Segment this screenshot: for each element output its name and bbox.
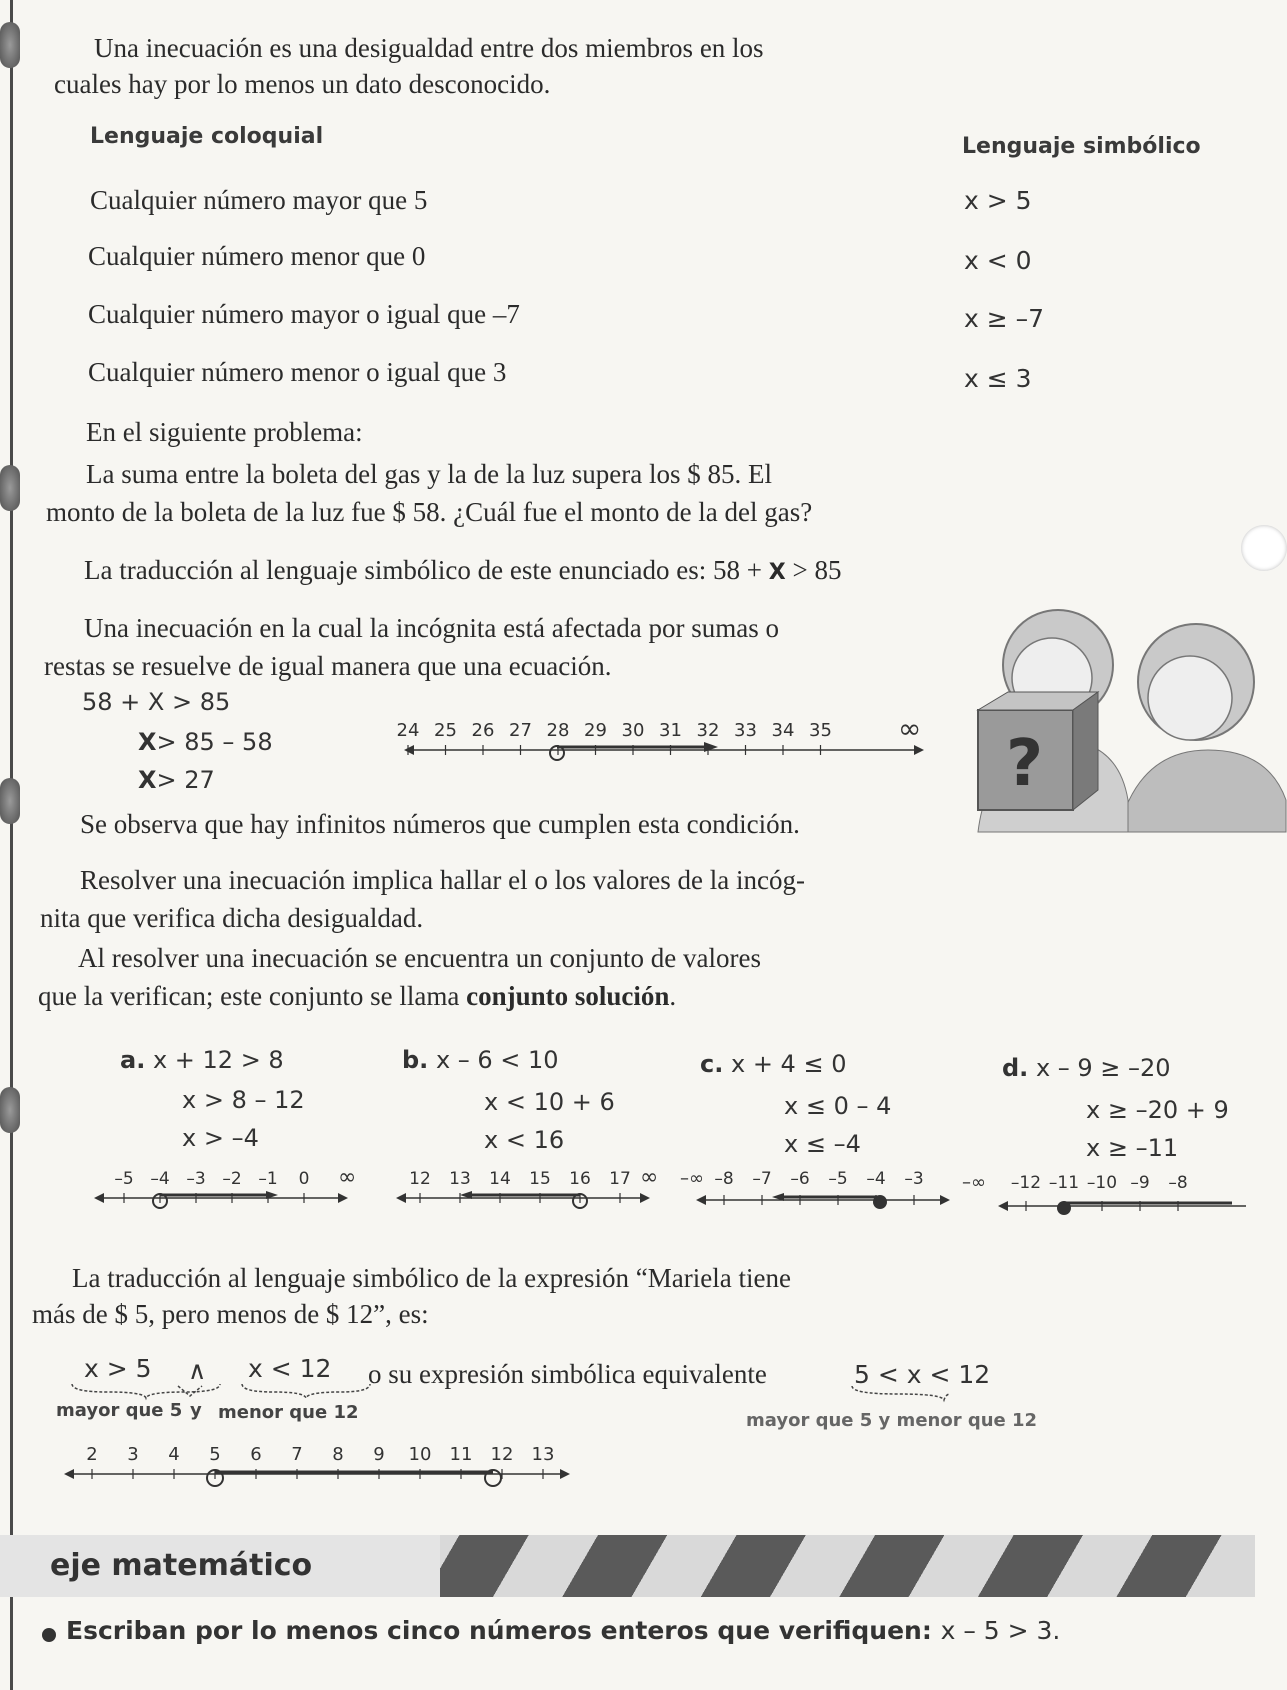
translation-line — [84, 552, 841, 591]
negative-infinity-symbol: –∞ — [962, 1172, 986, 1193]
tick-label: –8 — [1168, 1173, 1188, 1193]
equivalent-expression: 5 < x < 12 — [854, 1360, 991, 1389]
binder-ring — [0, 465, 20, 511]
tick-label: 29 — [584, 720, 607, 741]
tick-label: 0 — [298, 1169, 310, 1189]
solving-conclusion: Se observa que hay infinitos números que cumplen esta condición. — [80, 809, 800, 839]
tick-label: 34 — [771, 720, 795, 741]
tick-label: –11 — [1048, 1173, 1080, 1193]
tick-label: –4 — [866, 1169, 886, 1189]
exercise-text: Escriban por lo menos cinco números enteros que verifiquen: x – 5 > 3. — [66, 1616, 1061, 1645]
tick-label: –10 — [1086, 1173, 1118, 1193]
tick-label: 2 — [86, 1444, 98, 1465]
symbolic-row: x > 5 — [964, 186, 1032, 215]
exercise-inequality: x – 5 > 3. — [940, 1616, 1061, 1645]
bullet-icon — [42, 1628, 56, 1642]
example-step: x ≤ 0 – 4 — [784, 1092, 892, 1120]
unknown-variable: X — [768, 560, 786, 585]
tick-label: 30 — [621, 720, 645, 741]
infinity-symbol: ∞ — [338, 1165, 357, 1190]
symbolic-row: x < 0 — [964, 246, 1032, 275]
number-line-b — [396, 1166, 686, 1216]
example-c: c. x + 4 ≤ 0 — [700, 1050, 847, 1078]
tick-label: 7 — [291, 1444, 303, 1465]
tick-label: –2 — [222, 1169, 242, 1189]
binder-ring — [0, 22, 20, 68]
tick-label: 12 — [490, 1444, 514, 1465]
tick-label: 32 — [696, 720, 720, 741]
number-line-mariela — [60, 1440, 580, 1492]
infinity-symbol: ∞ — [898, 712, 922, 745]
tick-label: –12 — [1010, 1173, 1042, 1193]
tick-label: 3 — [127, 1444, 139, 1465]
symbolic-row: x ≤ 3 — [964, 364, 1032, 393]
punch-hole — [1241, 525, 1287, 571]
mariela-line-2: más de $ 5, pero menos de $ 12”, es: — [32, 1299, 429, 1329]
colloquial-row: Cualquier número mayor que 5 — [90, 185, 428, 215]
solving-step: X> 85 – 58 — [138, 728, 273, 756]
solution-set-term: conjunto solución — [466, 981, 670, 1011]
question-mark-icon: ? — [1006, 727, 1044, 801]
tick-label: 12 — [409, 1169, 431, 1189]
example-label: d. — [1002, 1054, 1029, 1082]
tick-label: 10 — [408, 1444, 432, 1465]
binder-ring — [0, 1087, 20, 1133]
symbolic-row: x ≥ –7 — [964, 304, 1045, 333]
tick-label: –5 — [828, 1169, 848, 1189]
tick-label: 11 — [449, 1444, 473, 1465]
example-label: c. — [700, 1050, 724, 1078]
intro-line-2: cuales hay por lo menos un dato desconocido. — [54, 69, 551, 99]
tick-label: 24 — [396, 720, 420, 741]
translation-tail: > 85 — [792, 555, 842, 585]
binder-edge — [10, 0, 13, 1690]
example-a: a. x + 12 > 8 — [120, 1046, 284, 1074]
number-line-a — [94, 1166, 364, 1216]
negative-infinity-symbol: –∞ — [680, 1168, 704, 1189]
tick-label: 25 — [434, 720, 457, 741]
binder-ring — [0, 778, 20, 824]
mariela-part-2: x < 12 — [248, 1354, 332, 1383]
tick-label: 8 — [332, 1444, 344, 1465]
tick-label: 27 — [509, 720, 532, 741]
tick-label: 28 — [546, 720, 570, 741]
definition-line-1: Resolver una inecuación implica hallar el o los valores de la incóg- — [80, 865, 805, 895]
tick-label: –3 — [904, 1169, 924, 1189]
children-illustration — [968, 600, 1286, 832]
example-step: x ≥ –11 — [1086, 1134, 1179, 1162]
tick-label: 14 — [489, 1169, 511, 1189]
solving-line-1: Una inecuación en la cual la incógnita está afectada por sumas o — [84, 613, 779, 643]
number-line-d — [962, 1170, 1252, 1220]
colloquial-row: Cualquier número menor o igual que 3 — [88, 357, 507, 387]
example-step: x > –4 — [182, 1124, 259, 1152]
number-line-c — [680, 1166, 960, 1216]
section-title: eje matemático — [50, 1548, 313, 1583]
underbraces — [70, 1382, 950, 1402]
tick-label: 13 — [531, 1444, 555, 1465]
caption-equivalent: mayor que 5 y menor que 12 — [746, 1410, 1038, 1431]
infinity-symbol: ∞ — [640, 1165, 659, 1190]
translation-text: La traducción al lenguaje simbólico de este enunciado es: 58 + — [84, 555, 762, 585]
definition-line-2: nita que verifica dicha desigualdad. — [40, 903, 424, 933]
number-line-main — [396, 712, 940, 776]
solving-step: X> 27 — [138, 766, 215, 794]
example-label: a. — [120, 1046, 146, 1074]
caption-and: y — [190, 1400, 202, 1421]
intro-line-1: Una inecuación es una desigualdad entre dos miembros en los — [94, 33, 764, 63]
tick-label: 13 — [449, 1169, 471, 1189]
tick-label: 17 — [609, 1169, 631, 1189]
tick-label: 6 — [250, 1444, 262, 1465]
colloquial-row: Cualquier número menor que 0 — [88, 241, 426, 271]
colloquial-row: Cualquier número mayor o igual que –7 — [88, 299, 520, 329]
tick-label: 9 — [373, 1444, 385, 1465]
problem-line-2: monto de la boleta de la luz fue $ 58. ¿Cuál fue el monto de la del gas? — [46, 497, 813, 527]
caption-greater-than-5: mayor que 5 — [56, 1400, 183, 1421]
tick-label: 16 — [569, 1169, 591, 1189]
tick-label: 31 — [659, 720, 682, 741]
example-step: x ≥ –20 + 9 — [1086, 1096, 1229, 1124]
example-b: b. x – 6 < 10 — [402, 1046, 559, 1074]
tick-label: –1 — [258, 1169, 278, 1189]
header-symbolic: Lenguaje simbólico — [962, 134, 1201, 159]
tick-label: –5 — [114, 1169, 134, 1189]
tick-label: –3 — [186, 1169, 206, 1189]
definition-line-3: Al resolver una inecuación se encuentra un conjunto de valores — [78, 943, 761, 973]
problem-line-1: La suma entre la boleta del gas y la de la luz supera los $ 85. El — [86, 459, 773, 489]
example-step: x < 16 — [484, 1126, 565, 1154]
mariela-part-1: x > 5 — [84, 1354, 152, 1383]
example-step: x ≤ –4 — [784, 1130, 861, 1158]
tick-label: –7 — [752, 1169, 772, 1189]
unknown-variable: X — [138, 728, 157, 756]
equivalent-text: o su expresión simbólica equivalente — [368, 1359, 767, 1389]
tick-label: 4 — [168, 1444, 180, 1465]
tick-label: 33 — [734, 720, 757, 741]
problem-intro: En el siguiente problema: — [86, 417, 363, 447]
solving-step: 58 + X > 85 — [82, 688, 231, 716]
example-step: x > 8 – 12 — [182, 1086, 305, 1114]
solving-line-2: restas se resuelve de igual manera que una ecuación. — [44, 651, 612, 681]
example-d: d. x – 9 ≥ –20 — [1002, 1054, 1171, 1082]
tick-label: 35 — [809, 720, 832, 741]
tick-label: –9 — [1130, 1173, 1150, 1193]
tick-label: 5 — [209, 1444, 221, 1465]
tick-label: –4 — [150, 1169, 170, 1189]
tick-label: 15 — [529, 1169, 551, 1189]
header-colloquial: Lenguaje coloquial — [90, 124, 324, 149]
tick-label: –6 — [790, 1169, 810, 1189]
unknown-variable: X — [138, 766, 157, 794]
definition-line-4: que la verifican; este conjunto se llama conjunto solución. — [38, 981, 677, 1011]
and-symbol: ∧ — [188, 1356, 207, 1385]
tick-label: –8 — [714, 1169, 734, 1189]
mariela-line-1: La traducción al lenguaje simbólico de la expresión “Mariela tiene — [72, 1263, 791, 1293]
caption-less-than-12: menor que 12 — [218, 1402, 359, 1423]
example-label: b. — [402, 1046, 429, 1074]
example-step: x < 10 + 6 — [484, 1088, 615, 1116]
tick-label: 26 — [471, 720, 495, 741]
